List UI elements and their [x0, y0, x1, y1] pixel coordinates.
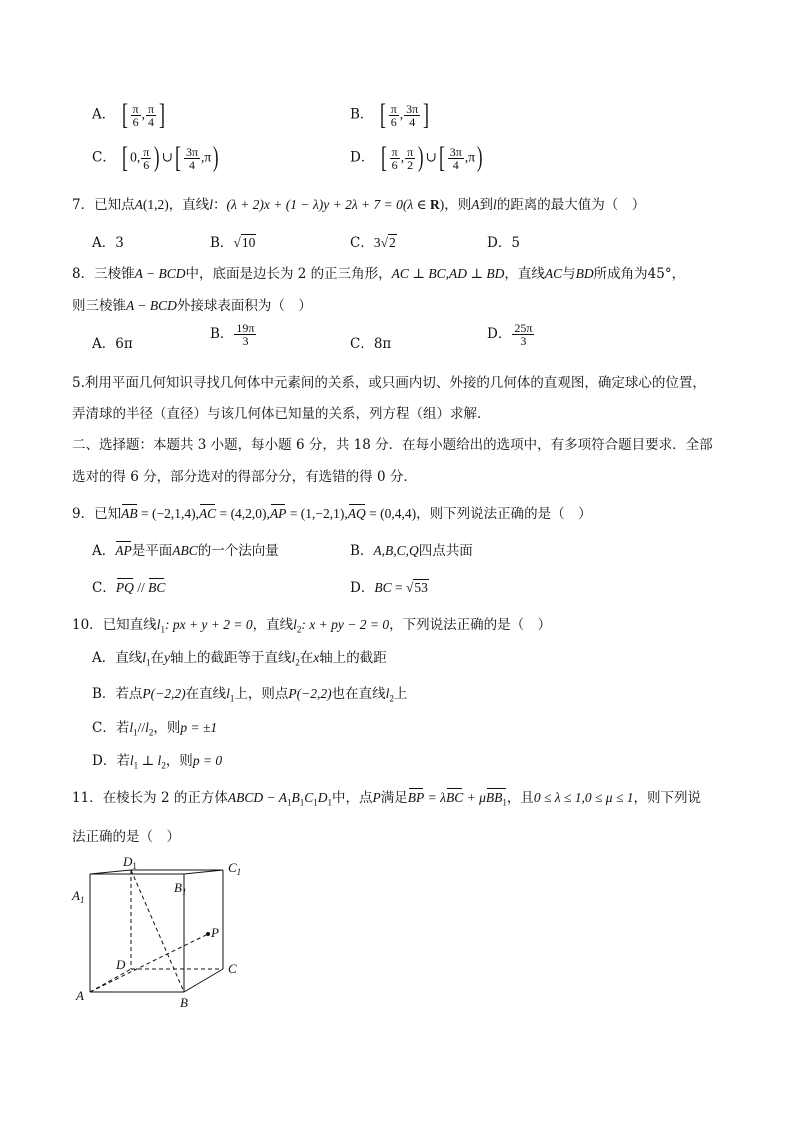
- q8-option-d[interactable]: D． $\frac{25\pi}{3}$: [487, 321, 533, 348]
- q7-option-b[interactable]: B．√10: [210, 235, 256, 251]
- segment-a-p: [90, 934, 208, 992]
- label-c: C: [228, 961, 237, 976]
- q8-stem-line1: 8．三棱锥A − BCD中，底面是边长为 2 的正三角形，AC ⊥ BC,AD ⊥ BD，直线AC与BD所成角为45°，: [72, 266, 686, 282]
- q8-option-c[interactable]: C．8π: [350, 336, 392, 352]
- section2-title: 二、选择题：本题共 3 小题，每小题 6 分，共 18 分．在每小题给出的选项中，有多项符合题目要求．全部: [72, 437, 713, 453]
- cube-figure: [68, 852, 258, 1012]
- q7-option-a[interactable]: A．3: [92, 235, 124, 251]
- q11-stem-line2: 法正确的是（ ）: [72, 829, 180, 845]
- q9-option-b[interactable]: B．A,B,C,Q四点共面: [350, 543, 473, 559]
- label-d1: $D_1$: [123, 854, 137, 871]
- q6-option-c[interactable]: C． [ 0, $\frac{\pi}{6}$ ) ∪[ $\frac{3\pi}{4}$ ,π): [92, 141, 219, 174]
- q10-stem: 10．已知直线$l_1$: px + y + 2 = 0，直线$l_2$: x + py − 2 = 0，下列说法正确的是（ ）: [72, 617, 552, 635]
- note-line2: 弄清球的半径（直径）与该几何体已知量的关系，列方程（组）求解．: [72, 406, 491, 422]
- q7-option-c[interactable]: C．3√2: [350, 235, 396, 251]
- q11-stem-line1: 11．在棱长为 2 的正方体ABCD − $A_1B_1C_1D_1$中，点P满足BP = λBC + μBB$_1$，且0 ≤ λ ≤ 1,0 ≤ μ ≤ 1，则下列说: [72, 790, 701, 808]
- label-p: P: [211, 925, 219, 940]
- q9-stem: 9．已知AB = (−2,1,4),AC = (4,2,0),AP = (1,−2,1),AQ = (0,4,4)，则下列说法正确的是（ ）: [72, 506, 592, 522]
- label-a1: $A_1$: [72, 888, 85, 905]
- q10-option-b[interactable]: B．若点P(−2,2)在直线$l_1$上，则点P(−2,2)也在直线$l_2$上: [92, 686, 408, 704]
- q6-option-b[interactable]: B． [ $\frac{\pi}{6}$ , $\frac{3\pi}{4}$ ]: [350, 98, 430, 131]
- q7-stem: 7．已知点A(1,2)，直线l：(λ + 2)x + (1 − λ)y + 2λ + 7 = 0(λ ∈ R)，则A到l的距离的最大值为（ ）: [72, 197, 646, 213]
- q10-option-a[interactable]: A．直线$l_1$在y轴上的截距等于直线$l_2$在x轴上的截距: [92, 650, 387, 668]
- q6-option-a[interactable]: A． [ $\frac{\pi}{6}$ , $\frac{\pi}{4}$ ]: [92, 98, 166, 131]
- edge-b1-c1: [184, 870, 223, 874]
- label-b1: $B_1$: [174, 880, 187, 897]
- q8-stem-line2: 则三棱锥A − BCD外接球表面积为（ ）: [72, 298, 312, 314]
- note-line1: 5.利用平面几何知识寻找几何体中元素间的关系，或只画内切、外接的几何体的直观图，确定球心的位置，: [72, 375, 706, 391]
- q8-option-a[interactable]: A．6π: [92, 336, 133, 352]
- q8-option-b[interactable]: B． $\frac{19\pi}{3}$: [210, 321, 255, 348]
- q9-option-c[interactable]: C．PQ // BC: [92, 580, 166, 596]
- edge-a1-d1: [90, 870, 131, 874]
- q10-option-c[interactable]: C．若$l_1//l_2$，则p = ±1: [92, 720, 218, 738]
- section2-line2: 选对的得 6 分，部分选对的得部分分，有选错的得 0 分．: [72, 469, 417, 485]
- q9-option-d[interactable]: D．BC = √53: [350, 580, 428, 596]
- q10-option-d[interactable]: D．若$l_1$ ⊥ $l_2$，则p = 0: [92, 753, 223, 771]
- label-c1: $C_1$: [228, 860, 242, 877]
- label-a: A: [76, 988, 84, 1003]
- label-b: B: [180, 995, 188, 1010]
- q7-option-d[interactable]: D．5: [487, 235, 520, 251]
- q6-option-d[interactable]: D． [ $\frac{\pi}{6}$ , $\frac{\pi}{2}$ ) ∪[ $\frac{3\pi}{4}$ ,π): [350, 141, 483, 174]
- label-d: D: [116, 957, 126, 972]
- point-p: [206, 932, 210, 936]
- edge-b-c: [184, 969, 223, 992]
- q9-option-a[interactable]: A．AP是平面ABC的一个法向量: [92, 543, 279, 559]
